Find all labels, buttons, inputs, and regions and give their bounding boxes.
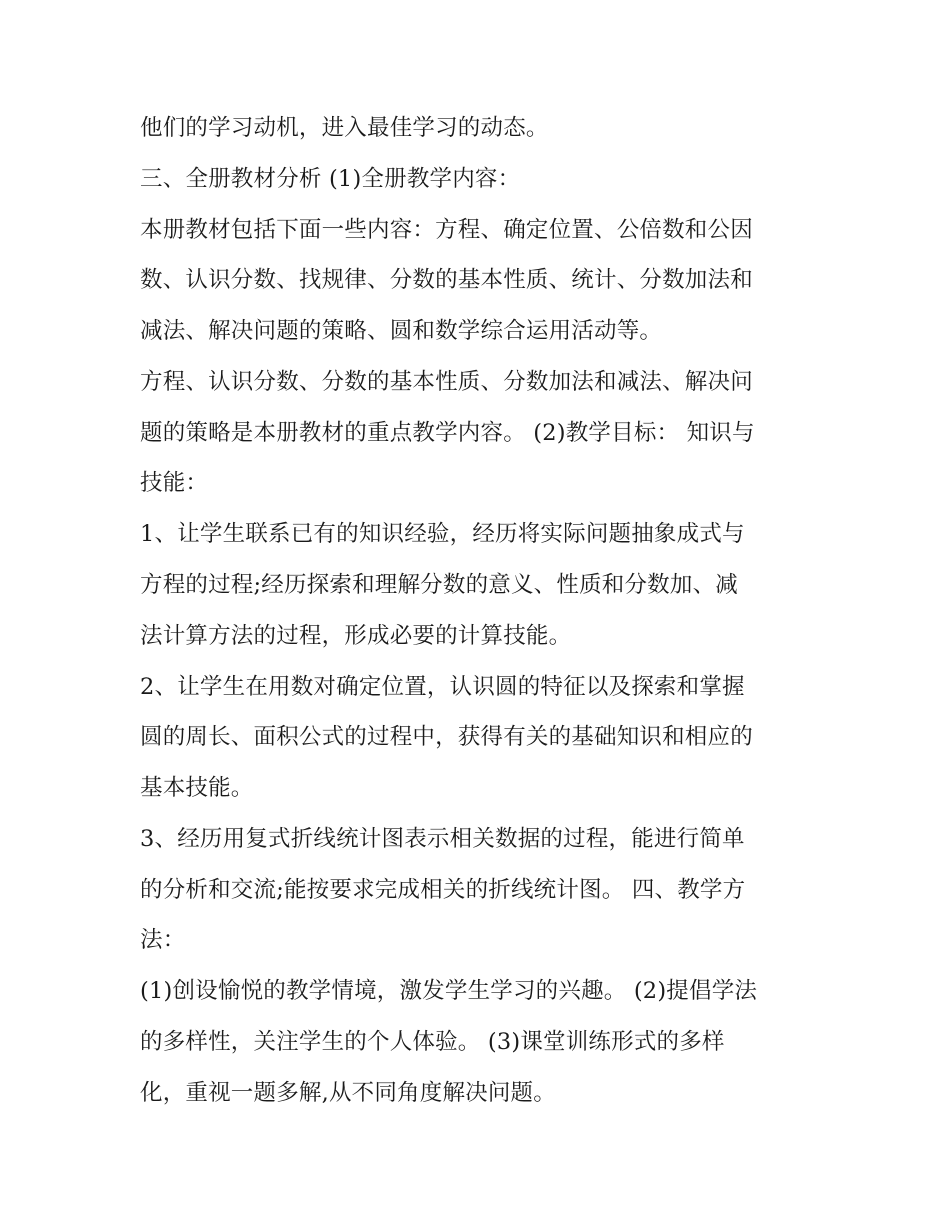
text-line: 减法、解决问题的策略、圆和数学综合运用活动等。 — [140, 318, 663, 344]
text-line: 的多样性，关注学生的个人体验。 (3)课堂训练形式的多样 — [140, 1029, 725, 1055]
text-line: 题的策略是本册教材的重点教学内容。 (2)教学目标： 知识与 — [140, 420, 755, 446]
text-line: 数、认识分数、找规律、分数的基本性质、统计、分数加法和 — [140, 267, 753, 293]
text-line: 方程、认识分数、分数的基本性质、分数加法和减法、解决问 — [140, 369, 753, 395]
text-line: 化，重视一题多解,从不同角度解决问题。 — [140, 1080, 556, 1106]
text-line: 技能： — [140, 470, 209, 496]
text-line: 基本技能。 — [140, 775, 254, 801]
text-line: 本册教材包括下面一些内容：方程、确定位置、公倍数和公因 — [140, 217, 753, 243]
text-line: 法： — [140, 927, 186, 953]
text-line: 圆的周长、面积公式的过程中，获得有关的基础知识和相应的 — [140, 724, 753, 750]
text-line: 他们的学习动机，进入最佳学习的动态。 — [140, 115, 549, 141]
text-line: 1、让学生联系已有的知识经验，经历将实际问题抽象成式与 — [140, 521, 745, 547]
text-line: 方程的过程;经历探索和理解分数的意义、性质和分数加、减 — [140, 572, 738, 598]
text-line: 法计算方法的过程，形成必要的计算技能。 — [140, 623, 572, 649]
text-line: (1)创设愉悦的教学情境，激发学生学习的兴趣。 (2)提倡学法 — [140, 978, 758, 1004]
text-line: 的分析和交流;能按要求完成相关的折线统计图。 四、教学方 — [140, 877, 746, 903]
text-line: 2、让学生在用数对确定位置，认识圆的特征以及探索和掌握 — [140, 674, 745, 700]
section-heading: 三、全册教材分析 (1)全册教学内容： — [140, 166, 521, 192]
text-line: 3、经历用复式折线统计图表示相关数据的过程，能进行简单 — [140, 826, 745, 852]
